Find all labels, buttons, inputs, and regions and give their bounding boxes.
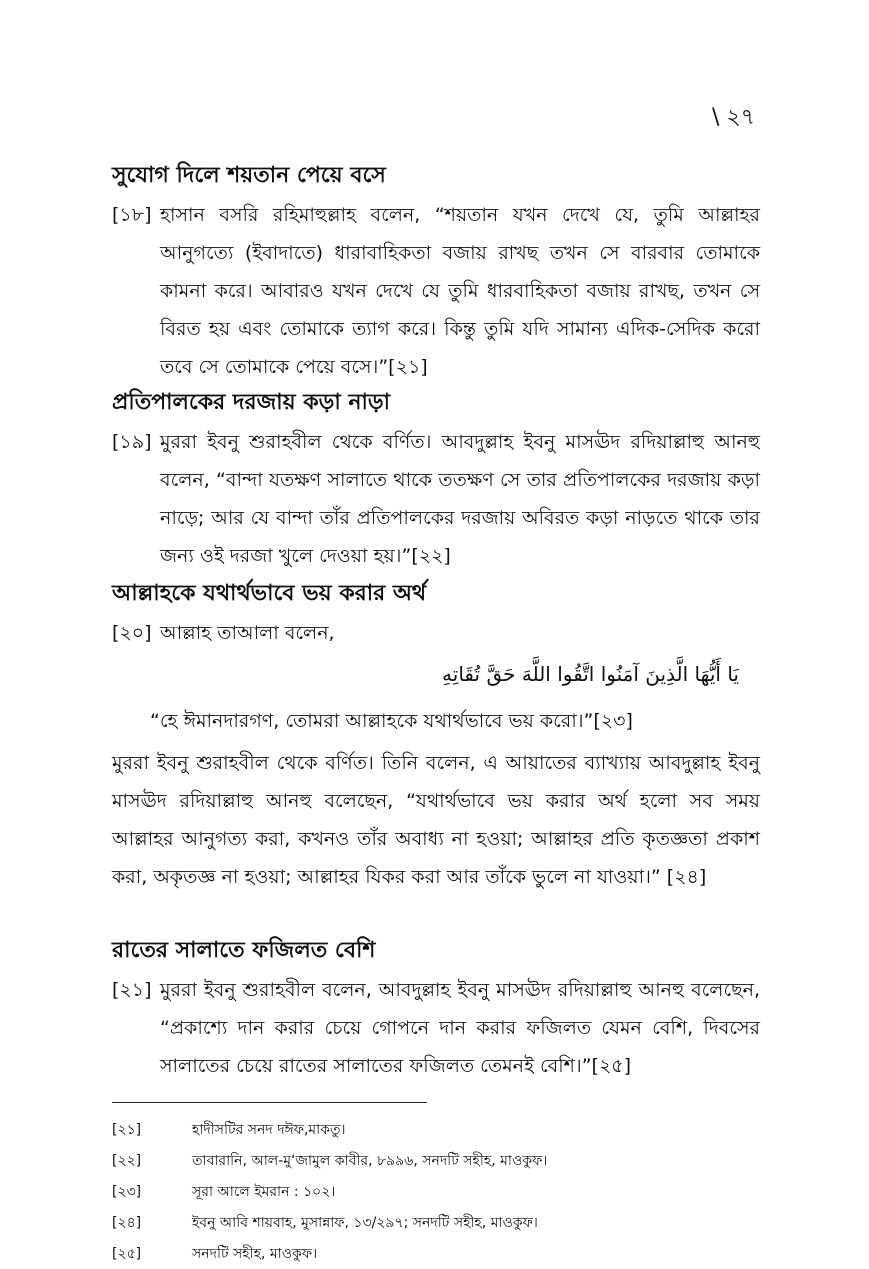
footnote-number: [২২]: [112, 1152, 142, 1169]
footnote-text: হাদীসটির সনদ দঈফ,মাকতু।: [192, 1121, 346, 1138]
footnote: [112, 1114, 752, 1145]
hadith-text: আল্লাহ তাআলা বলেন,: [160, 622, 335, 644]
footnote-text: সূরা আলে ইমরান : ১০২।: [192, 1183, 336, 1200]
footnote: [112, 1145, 752, 1176]
hadith-entry: [112, 614, 760, 652]
footnotes: [112, 1114, 752, 1269]
section-heading: আল্লাহকে যথার্থভাবে ভয় করার অর্থ: [112, 581, 427, 606]
hadith-entry: [112, 971, 760, 1085]
hadith-entry: [112, 196, 760, 386]
page-number: \ ২৭: [712, 105, 756, 130]
footnote-text: ইবনু আবি শায়বাহ, মুসান্নাফ, ১৩/২৯৭; সনদটি সহীহ, মাওকুফ।: [192, 1214, 538, 1231]
footnote: [112, 1238, 752, 1269]
footnote-text: সনদটি সহীহ, মাওকুফ।: [192, 1245, 318, 1262]
footnote-divider: [112, 1102, 427, 1103]
section-heading: প্রতিপালকের দরজায় কড়া নাড়া: [112, 390, 390, 415]
hadith-entry: [112, 423, 760, 575]
section-heading: সুযোগ দিলে শয়তান পেয়ে বসে: [112, 163, 386, 188]
hadith-text: হাসান বসরি রহিমাহুল্লাহ বলেন, “শয়তান যখন দেখে যে, তুমি আল্লাহর আনুগত্যে (ইবাদাতে) ধারাবাহিকতা বজায় রাখছ তখন সে বারবার তোমাকে কামনা করে। আবারও যখন দেখে যে তুমি ধারবাহিকতা বজায় রাখছ, তখন সে বিরত হয় এবং তোমাকে ত্যাগ করে। কিন্তু তুমি যদি সামান্য এদিক-সেদিক করো তবে সে তোমাকে পেয়ে বসে।”[২১]: [160, 204, 760, 378]
footnote-number: [২১]: [112, 1121, 142, 1138]
footnote-number: [২৫]: [112, 1245, 142, 1262]
footnote: [112, 1176, 752, 1207]
hadith-text: মুররা ইবনু শুরাহবীল থেকে বর্ণিত। আবদুল্লাহ ইবনু মাসঊদ রদিয়াল্লাহু আনহু বলেন, “বান্দা যতক্ষণ সালাতে থাকে ততক্ষণ সে তার প্রতিপালকের দরজায় কড়া নাড়ে; আর যে বান্দা তাঁর প্রতিপালকের দরজায় অবিরত কড়া নাড়তে থাকে তার জন্য ওই দরজা খুলে দেওয়া হয়।”[২২]: [160, 431, 760, 567]
hadith-text: মুররা ইবনু শুরাহবীল বলেন, আবদুল্লাহ ইবনু মাসঊদ রদিয়াল্লাহু আনহু বলেছেন, “প্রকাশ্যে দান করার চেয়ে গোপনে দান করার ফজিলত যেমন বেশি, দিবসের সালাতের চেয়ে রাতের সালাতের ফজিলত তেমনই বেশি।”[২৫]: [160, 979, 760, 1077]
verse-commentary: মুররা ইবনু শুরাহবীল থেকে বর্ণিত। তিনি বলেন, এ আয়াতের ব্যাখ্যায় আবদুল্লাহ ইবনু মাসঊদ রদিয়াল্লাহু আনহু বলেছেন, “যথার্থভাবে ভয় করার অর্থ হলো সব সময় আল্লাহর আনুগত্য করা, কখনও তাঁর অবাধ্য না হওয়া; আল্লাহর প্রতি কৃতজ্ঞতা প্রকাশ করা, অকৃতজ্ঞ না হওয়া; আল্লাহর যিকর করা আর তাঁকে ভুলে না যাওয়া।” [২৪]: [112, 752, 760, 888]
verse-translation: “হে ঈমানদারগণ, তোমরা আল্লাহকে যথার্থভাবে ভয় করো।”[২৩]: [150, 710, 633, 732]
footnote: [112, 1207, 752, 1238]
section-heading: রাতের সালাতে ফজিলত বেশি: [112, 938, 376, 963]
footnote-number: [২৪]: [112, 1214, 142, 1231]
quran-verse-arabic: يَا أَيُّهَا الَّذِينَ آمَنُوا اتَّقُوا اللَّهَ حَقَّ تُقَاتِهِ: [442, 662, 739, 686]
hadith-number: [২১]: [112, 979, 152, 1001]
footnote-number: [২৩]: [112, 1183, 142, 1200]
hadith-number: [১৯]: [112, 431, 152, 453]
hadith-number: [১৮]: [112, 204, 152, 226]
hadith-number: [২০]: [112, 622, 152, 644]
footnote-text: তাবারানি, আল-মু‘জামুল কাবীর, ৮৯৯৬, সনদটি সহীহ, মাওকুফ।: [192, 1152, 548, 1169]
